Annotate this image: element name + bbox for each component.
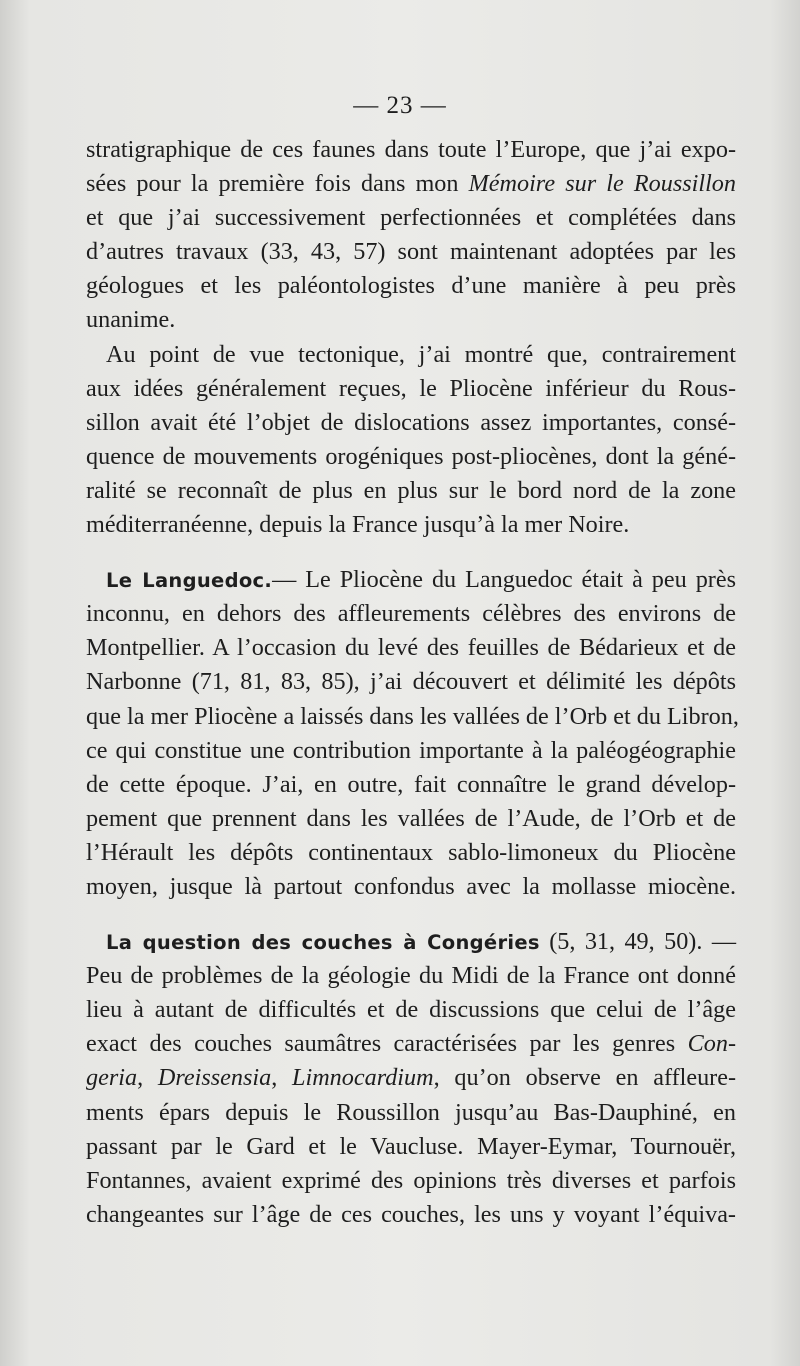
- text-line: pement que prennent dans les vallées de l’Aude, de l’Orb et de: [86, 804, 736, 832]
- text-line: passant par le Gard et le Vaucluse. Mayer-Eymar, Tournouër,: [86, 1132, 736, 1160]
- text-line: ments épars depuis le Roussillon jusqu’au Bas-Dauphiné, en: [86, 1098, 736, 1126]
- text-line: de cette époque. J’ai, en outre, fait connaître le grand dévelop-: [86, 770, 736, 798]
- text-line: stratigraphique de ces faunes dans toute l’Europe, que j’ai expo-: [86, 136, 736, 163]
- text-line: Narbonne (71, 81, 83, 85), j’ai découvert et délimité les dépôts: [86, 668, 736, 696]
- genus-name: Con-: [687, 1030, 736, 1058]
- text-line: La question des couches à Congéries (5, 31, 49, 50). —: [106, 928, 737, 956]
- genus-name: Limnocardium: [292, 1064, 434, 1092]
- text-line: l’Hérault les dépôts continentaux sablo-limoneux du Pliocène: [86, 838, 736, 866]
- text-line: Montpellier. A l’occasion du levé des feuilles de Bédarieux et de: [86, 634, 736, 662]
- text-line: moyen, jusque là partout confondus avec la mollasse miocène.: [86, 872, 736, 900]
- text-line: méditerranéenne, depuis la France jusqu’à la mer Noire.: [86, 511, 630, 539]
- text-line: sillon avait été l’objet de dislocations assez importantes, consé-: [86, 408, 736, 436]
- text-line: unanime.: [86, 306, 176, 334]
- genus-name: geria: [86, 1064, 138, 1092]
- text-line: sées pour la première fois dans mon Mémoire sur le Roussillon: [86, 170, 736, 198]
- text-line: d’autres travaux (33, 43, 57) sont maintenant adoptées par les: [86, 238, 736, 266]
- memoir-title: Mémoire sur le Roussillon: [468, 170, 736, 198]
- section-congeries: [86, 925, 736, 1232]
- text-line: Peu de problèmes de la géologie du Midi de la France ont donné: [86, 962, 736, 990]
- text-line: geria, Dreissensia, Limnocardium, qu’on observe en affleure-: [86, 1064, 737, 1092]
- text-line: lieu à autant de difficultés et de discussions que celui de l’âge: [86, 996, 736, 1024]
- text-line: changeantes sur l’âge de ces couches, les uns y voyant l’équiva-: [86, 1200, 736, 1228]
- text-line: que la mer Pliocène a laissés dans les vallées de l’Orb et du Libron,: [86, 702, 739, 730]
- section-heading: La question des couches à Congéries: [106, 931, 540, 955]
- text-line: Le Languedoc.— Le Pliocène du Languedoc était à peu près: [106, 566, 736, 594]
- section-languedoc: [86, 563, 739, 904]
- text-line: exact des couches saumâtres caractérisées par les genres Con-: [86, 1030, 736, 1058]
- text-line: géologues et les paléontologistes d’une manière à peu près: [86, 272, 736, 300]
- section-heading: Le Languedoc.: [106, 569, 273, 593]
- text-line: et que j’ai successivement perfectionnées et complétées dans: [86, 204, 736, 232]
- page-body: [86, 133, 739, 1232]
- genus-name: Dreissensia: [157, 1064, 272, 1092]
- text-line: ce qui constitue une contribution importante à la paléogéographie: [86, 736, 736, 764]
- text-line: Fontannes, avaient exprimé des opinions très diverses et parfois: [86, 1166, 736, 1194]
- text-line: ralité se reconnaît de plus en plus sur le bord nord de la zone: [86, 476, 736, 504]
- page-number: — 23 —: [353, 92, 447, 119]
- text-line: aux idées généralement reçues, le Pliocène inférieur du Rous-: [86, 374, 736, 402]
- text-line: quence de mouvements orogéniques post-pliocènes, dont la géné-: [86, 442, 736, 470]
- text-line: Au point de vue tectonique, j’ai montré que, contrairement: [106, 340, 736, 368]
- text-line: inconnu, en dehors des affleurements célèbres des environs de: [86, 600, 736, 628]
- paragraph-2: [86, 338, 736, 543]
- paragraph-1: [86, 133, 736, 338]
